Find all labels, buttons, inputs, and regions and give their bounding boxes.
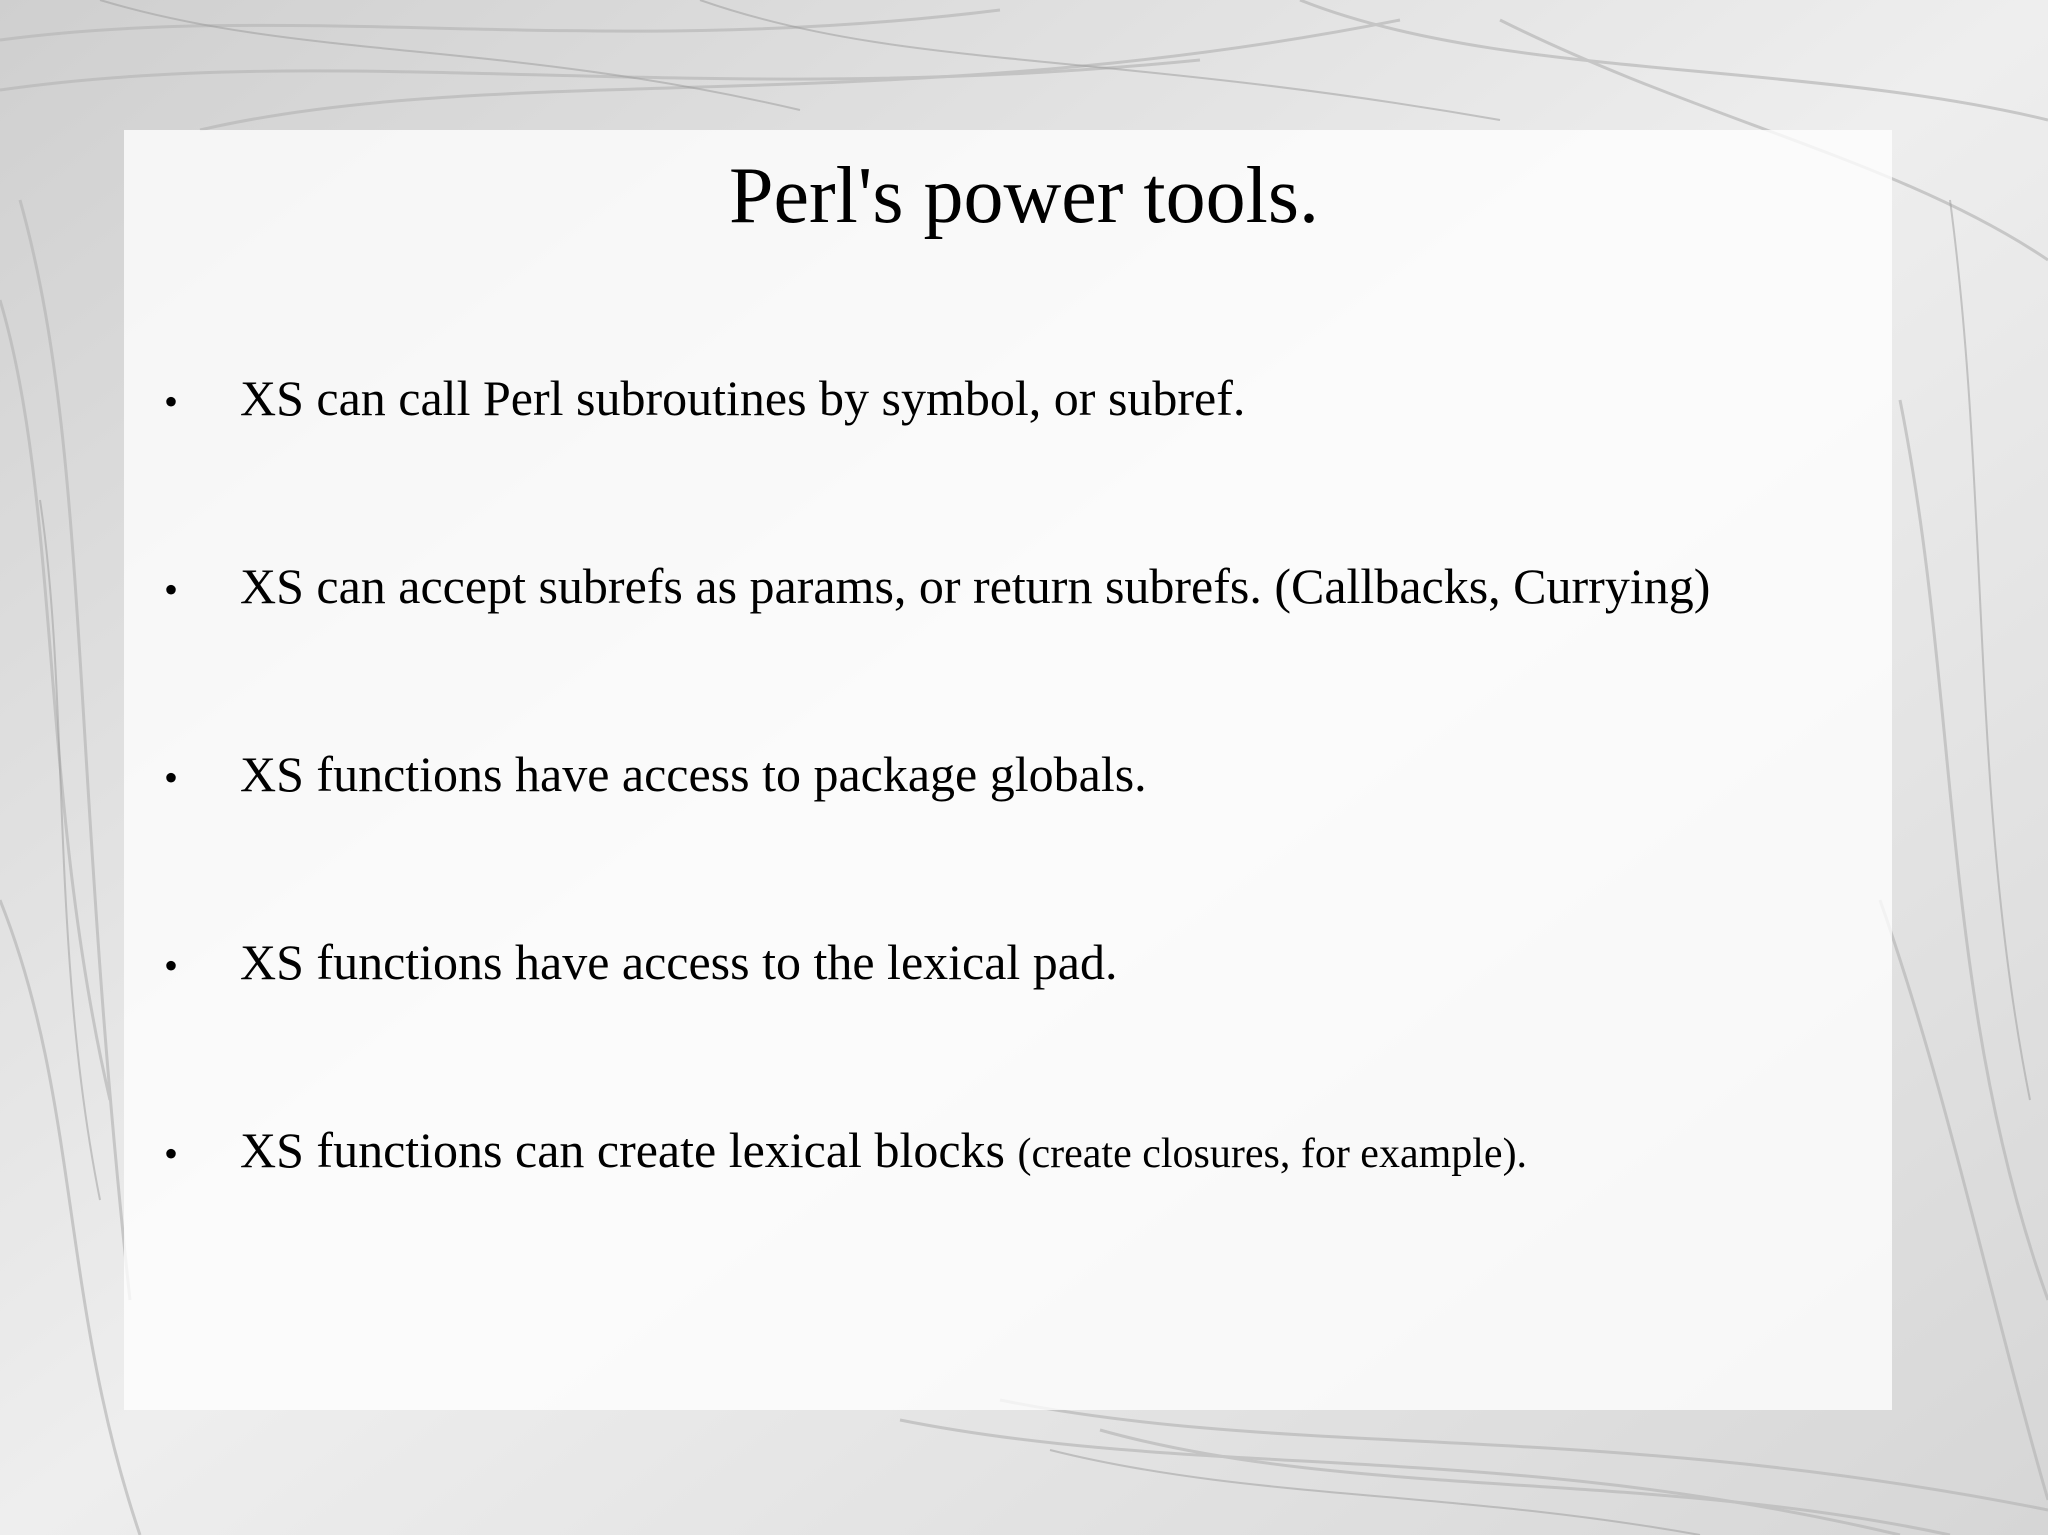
bullet-item	[160, 932, 1118, 1002]
bullet-text: XS can call Perl subroutines by symbol, or subref.	[240, 370, 1246, 426]
bullet-icon: •	[164, 755, 179, 800]
bullet-text: XS functions have access to the lexical pad.	[240, 934, 1118, 990]
bullet-text	[240, 1120, 1527, 1180]
bullet-text: XS can accept subrefs as params, or return subrefs. (Callbacks, Currying)	[240, 558, 1711, 614]
bullet-note: (create closures, for example).	[1017, 1131, 1528, 1177]
bullet-text: XS functions have access to package globals.	[240, 746, 1147, 802]
bullet-item	[160, 368, 1245, 438]
bullet-main-text: XS functions can create lexical blocks	[240, 1122, 1018, 1178]
bullet-item	[160, 556, 1710, 626]
bullet-icon: •	[164, 1131, 179, 1176]
bullet-icon: •	[164, 943, 179, 988]
bullet-icon: •	[164, 379, 179, 424]
bullet-item	[160, 1120, 1527, 1190]
bullet-item	[160, 744, 1147, 814]
slide-title: Perl's power tools.	[729, 152, 1319, 240]
bullet-icon: •	[164, 567, 179, 612]
